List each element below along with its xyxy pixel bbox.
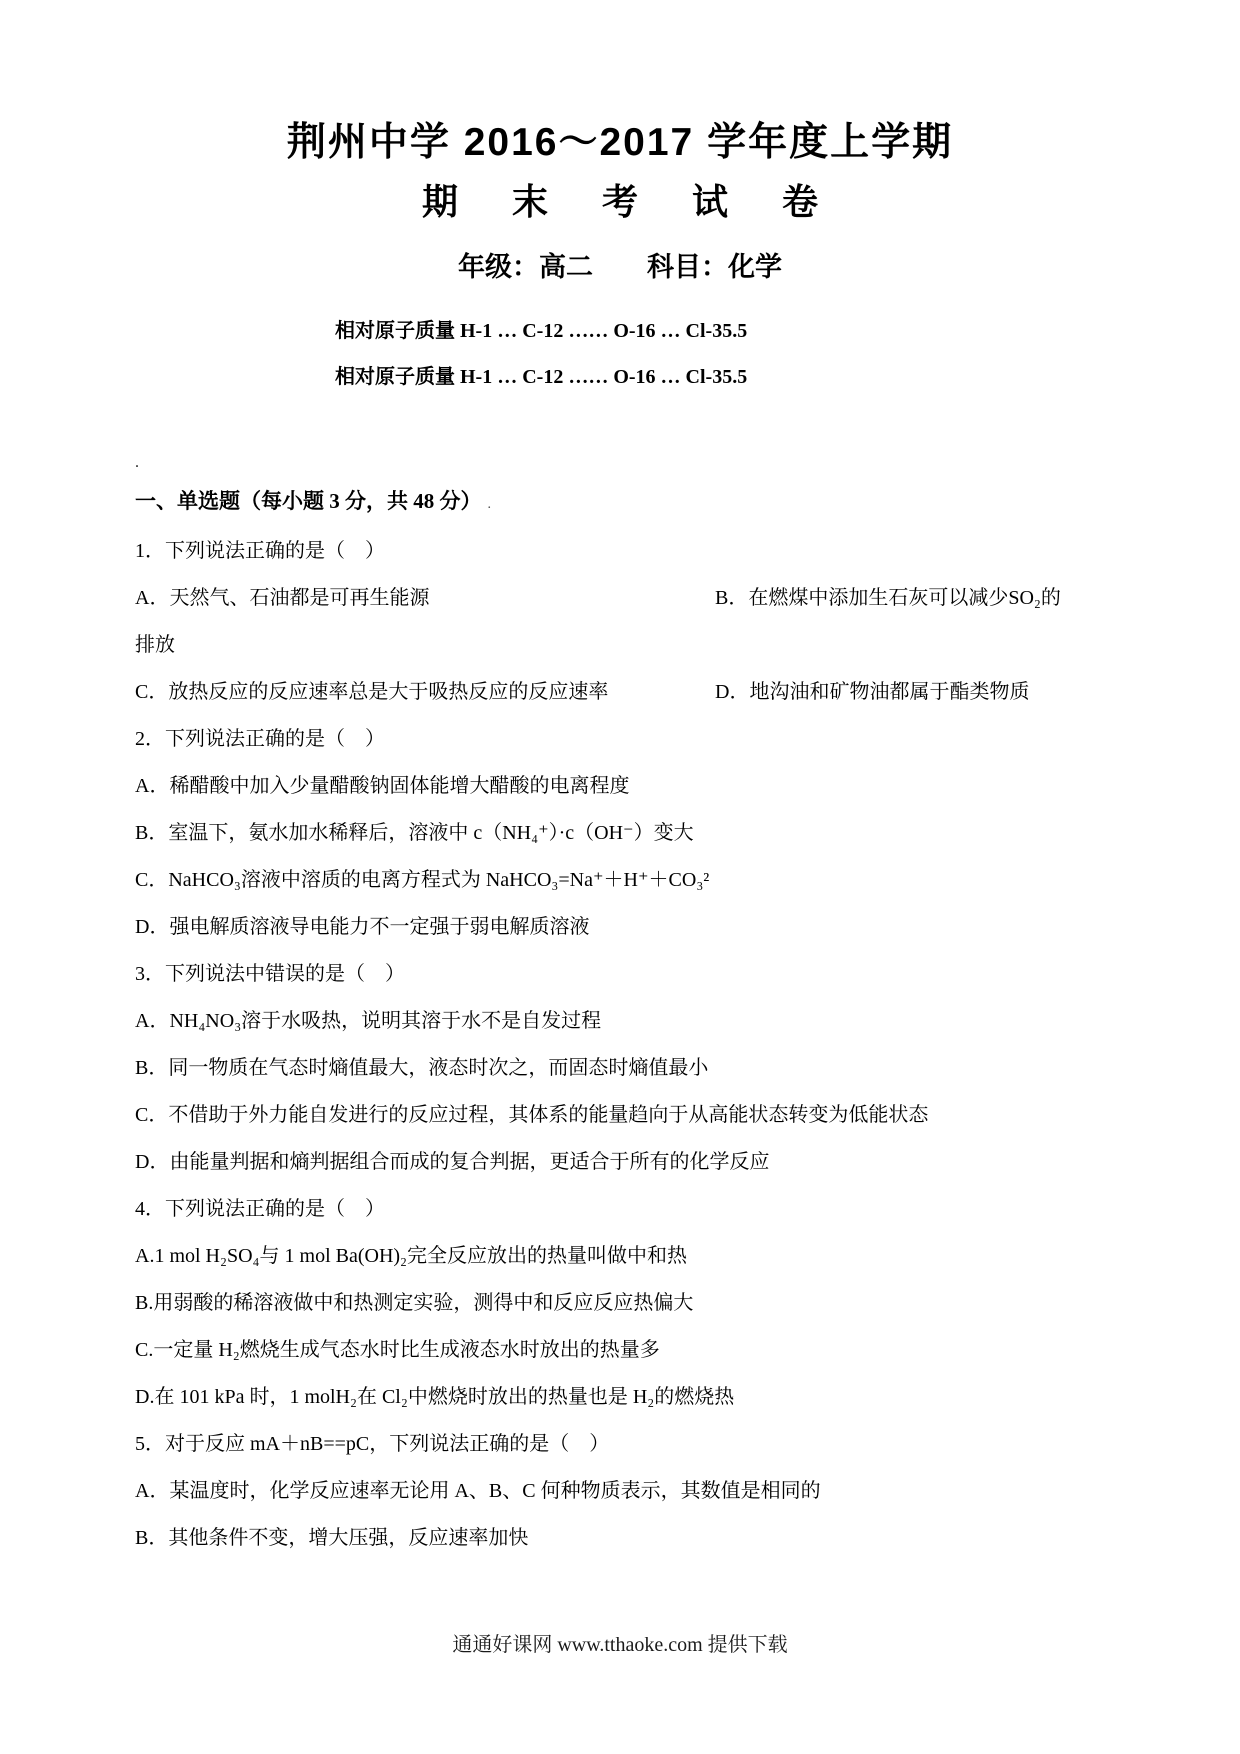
q4-option-c: C.一定量 H₂燃烧生成气态水时比生成液态水时放出的热量多: [135, 1339, 660, 1361]
q1-option-a: A．天然气、石油都是可再生能源: [135, 587, 430, 609]
page-title: 荆州中学 2016～2017 学年度上学期: [286, 121, 954, 164]
q4-option-a: A.1 mol H₂SO₄与 1 mol Ba(OH)₂完全反应放出的热量叫做中和热: [135, 1245, 688, 1267]
q1-stem: 1．下列说法正确的是（ ）: [135, 540, 385, 562]
q1-option-b: B．在燃煤中添加生石灰可以减少SO₂的: [715, 587, 1061, 609]
q2-option-c: C．NaHCO₃溶液中溶质的电离方程式为 NaHCO₃=Na⁺＋H⁺＋CO₃²: [135, 869, 710, 891]
stray-dot: .: [135, 454, 139, 471]
section-heading-trailing-dot: .: [487, 497, 491, 512]
q5-stem: 5．对于反应 mA＋nB==pC，下列说法正确的是（ ）: [135, 1433, 610, 1455]
q5-option-a: A．某温度时，化学反应速率无论用 A、B、C 何种物质表示，其数值是相同的: [135, 1480, 821, 1502]
q3-option-b: B．同一物质在气态时熵值最大，液态时次之，而固态时熵值最小: [135, 1057, 709, 1079]
q4-option-d: D.在 101 kPa 时，1 molH₂在 Cl₂中燃烧时放出的热量也是 H₂的燃烧热: [135, 1386, 735, 1408]
q3-option-c: C．不借助于外力能自发进行的反应过程，其体系的能量趋向于从高能状态转变为低能状态: [135, 1104, 929, 1126]
q1-option-b-wrap: 排放: [135, 634, 175, 656]
exam-title: 期 末 考 试 卷: [421, 181, 840, 222]
atomic-mass-line-1: 相对原子质量 H-1 … C-12 …… O-16 … Cl-35.5: [335, 320, 748, 342]
q2-option-d: D．强电解质溶液导电能力不一定强于弱电解质溶液: [135, 916, 590, 938]
section-one-heading: [135, 478, 1105, 528]
q1-option-d: D．地沟油和矿物油都属于酯类物质: [715, 681, 1030, 703]
q1-option-c: C．放热反应的反应速率总是大于吸热反应的反应速率: [135, 681, 609, 703]
grade-subject-line: 年级：高二 科目：化学: [458, 252, 782, 282]
section-one-heading-text: 一、单选题（每小题 3 分，共 48 分）: [135, 489, 482, 513]
q4-stem: 4．下列说法正确的是（ ）: [135, 1198, 385, 1220]
q2-stem: 2．下列说法正确的是（ ）: [135, 728, 385, 750]
q1-options-row-cd: [135, 669, 1105, 716]
q5-option-b: B．其他条件不变，增大压强，反应速率加快: [135, 1527, 529, 1549]
q3-option-a: A．NH₄NO₃溶于水吸热，说明其溶于水不是自发过程: [135, 1010, 602, 1032]
q2-option-a: A．稀醋酸中加入少量醋酸钠固体能增大醋酸的电离程度: [135, 775, 630, 797]
q4-option-b: B.用弱酸的稀溶液做中和热测定实验，测得中和反应反应热偏大: [135, 1292, 694, 1314]
q1-options-row-ab: [135, 575, 1105, 622]
q3-stem: 3．下列说法中错误的是（ ）: [135, 963, 405, 985]
q2-option-b: B．室温下，氨水加水稀释后，溶液中 c（NH₄⁺）·c（OH⁻）变大: [135, 822, 694, 844]
footer-download-note: 通通好课网 www.tthaoke.com 提供下载: [452, 1634, 788, 1656]
q3-option-d: D．由能量判据和熵判据组合而成的复合判据，更适合于所有的化学反应: [135, 1151, 770, 1173]
atomic-mass-line-2: 相对原子质量 H-1 … C-12 …… O-16 … Cl-35.5: [335, 366, 748, 388]
